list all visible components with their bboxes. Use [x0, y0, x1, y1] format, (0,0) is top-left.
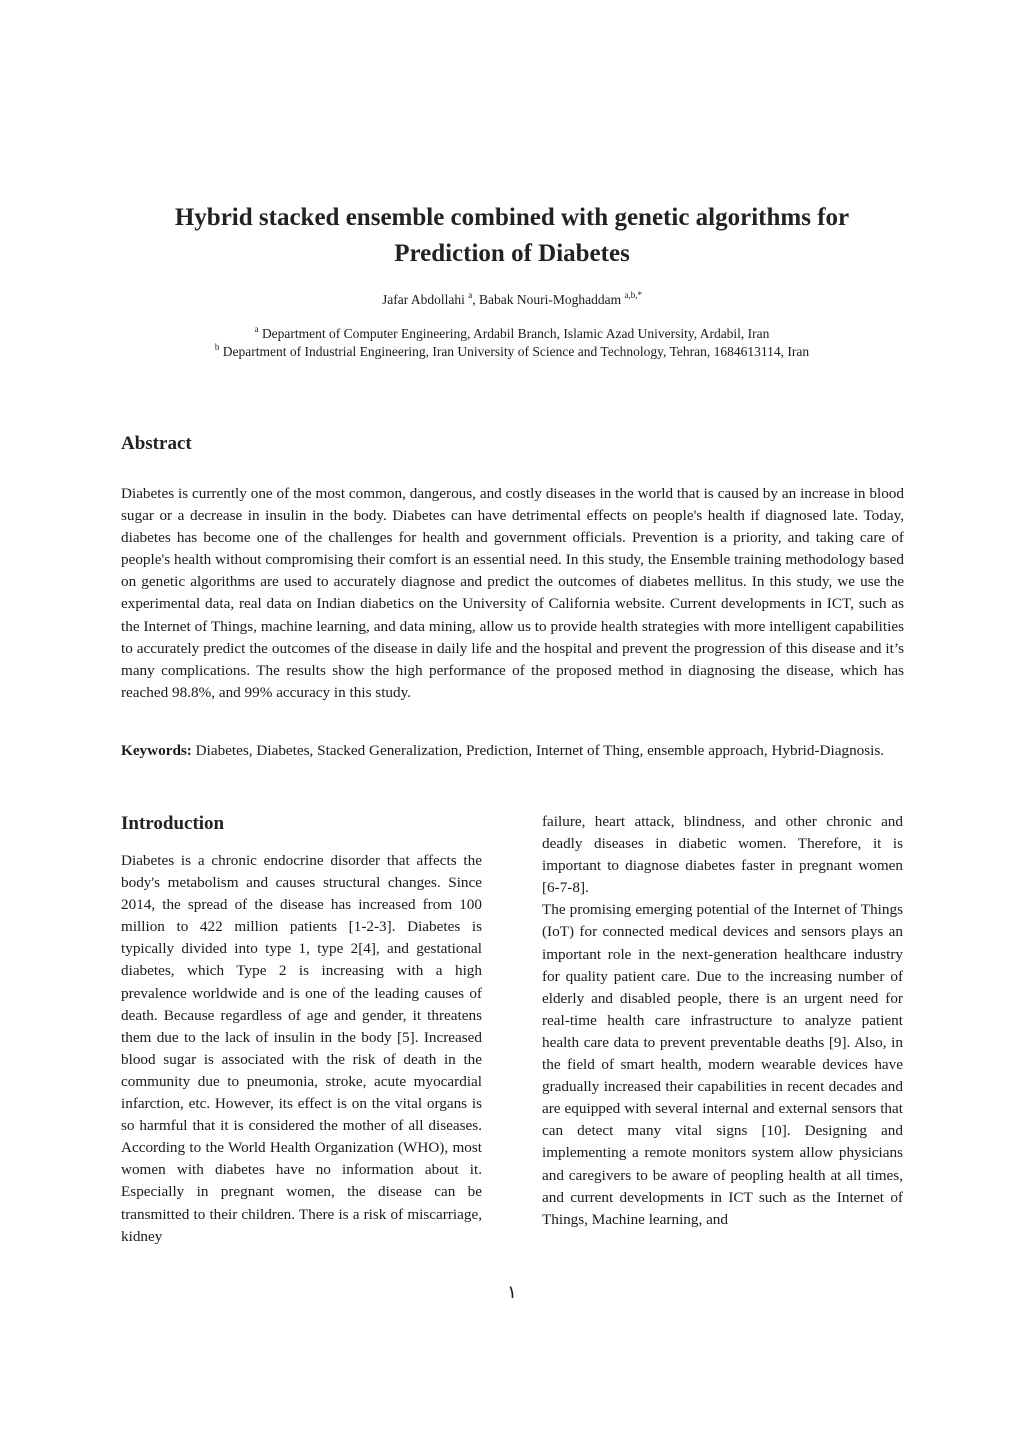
affiliation-text: Department of Computer Engineering, Ardabil Branch, Islamic Azad University, Ardabil, Iran — [261, 326, 770, 341]
affiliation-text: Department of Industrial Engineering, Iran University of Science and Technology, Tehran, 1684613114, Iran — [222, 344, 810, 359]
intro-left-column — [121, 850, 482, 1248]
abstract-text: Diabetes is currently one of the most common, dangerous, and costly diseases in the world that is caused by an increase in blood sugar or a decrease in insulin in the body. Diabetes can have detrimental effects on people's health if diagnosed late. Today, diabetes has become one of the challenges for health and government officials. Prevention is a priority, and taking care of people's health without compromising their comfort is an essential need. In this study, the Ensemble training methodology based on genetic algorithms are used to accurately diagnose and predict the outcomes of diabetes mellitus. In this study, we use the experimental data, real data on Indian diabetics on the University of California website. Current developments in ICT, such as the Internet of Things, machine learning, and data mining, allow us to provide health strategies with more intelligent capabilities to accurately predict the outcomes of the disease in daily life and the hospital and prevent the progression of this disease and it’s many complications. The results show the high performance of the proposed method in diagnosing the disease, which has reached 98.8%, and 99% accuracy in this study. — [121, 485, 904, 701]
paper-title — [0, 200, 1024, 272]
keywords-label: Keywords: — [121, 742, 192, 759]
keywords — [121, 740, 904, 762]
affiliation-mark: a — [254, 323, 259, 334]
page-number: ١ — [507, 1282, 517, 1302]
affiliation-mark: b — [214, 341, 220, 352]
intro-paragraph: Diabetes is a chronic endocrine disorder that affects the body's metabolism and causes structural changes. Since 2014, the spread of the disease has increased from 100 million to 422 million patients [1-2-3]. Diabetes is typically divided into type 1, type 2[4], and gestational diabetes, which Type 2 is increasing with a high prevalence worldwide and is one of the leading causes of death. Because regardless of age and gender, it threatens them due to the lack of insulin in the body [5]. Increased blood sugar is associated with the risk of death in the community due to pneumonia, stroke, acute myocardial infarction, etc. However, its effect is on the vital organs is so harmful that it is considered the mother of all diseases. According to the World Health Organization (WHO), most women with diabetes have no information about it. Especially in pregnant women, the disease can be transmitted to their children. There is a risk of miscarriage, kidney — [121, 852, 482, 1245]
author-name: Babak Nouri-Moghaddam — [479, 292, 622, 307]
intro-paragraph: failure, heart attack, blindness, and other chronic and deadly diseases in diabetic women. Therefore, it is important to diagnose diabetes faster in pregnant women [6-7-8]. — [542, 813, 903, 897]
introduction-heading: Introduction — [121, 813, 225, 834]
author-name: Jafar Abdollahi — [382, 292, 465, 307]
title-line-2: Prediction of Diabetes — [394, 240, 630, 267]
affiliation-list — [0, 325, 1024, 361]
abstract-heading: Abstract — [121, 433, 192, 454]
author-affiliation-mark: a,b,* — [624, 289, 642, 300]
title-line-1: Hybrid stacked ensemble combined with genetic algorithms for — [174, 204, 850, 231]
affiliation-b — [0, 343, 1024, 361]
intro-right-column — [542, 811, 903, 1231]
author-affiliation-mark: a — [468, 289, 473, 300]
author-list: Jafar Abdollahi $^a$, Babak Nouri-Moghaddam $^{a,b,*}$ — [382, 289, 642, 307]
intro-paragraph: The promising emerging potential of the Internet of Things (IoT) for connected medical devices and sensors plays an important role in the next-generation healthcare industry for quality patient care. Due to the increasing number of elderly and disabled people, there is an urgent need for real-time health care infrastructure to analyze patient health care data to prevent preventable deaths [9]. Also, in the field of smart health, modern wearable devices have gradually increased their capabilities in recent decades and are equipped with several internal and external sensors that can detect many vital signs [10]. Designing and implementing a remote monitors system allow physicians and caregivers to be aware of peopling health at all times, and current developments in ICT such as the Internet of Things, Machine learning, and — [542, 901, 903, 1228]
keywords-text: Diabetes, Diabetes, Stacked Generalization, Prediction, Internet of Thing, ensemble approach, Hybrid-Diagnosis. — [191, 742, 885, 759]
affiliation-a — [0, 325, 1024, 343]
